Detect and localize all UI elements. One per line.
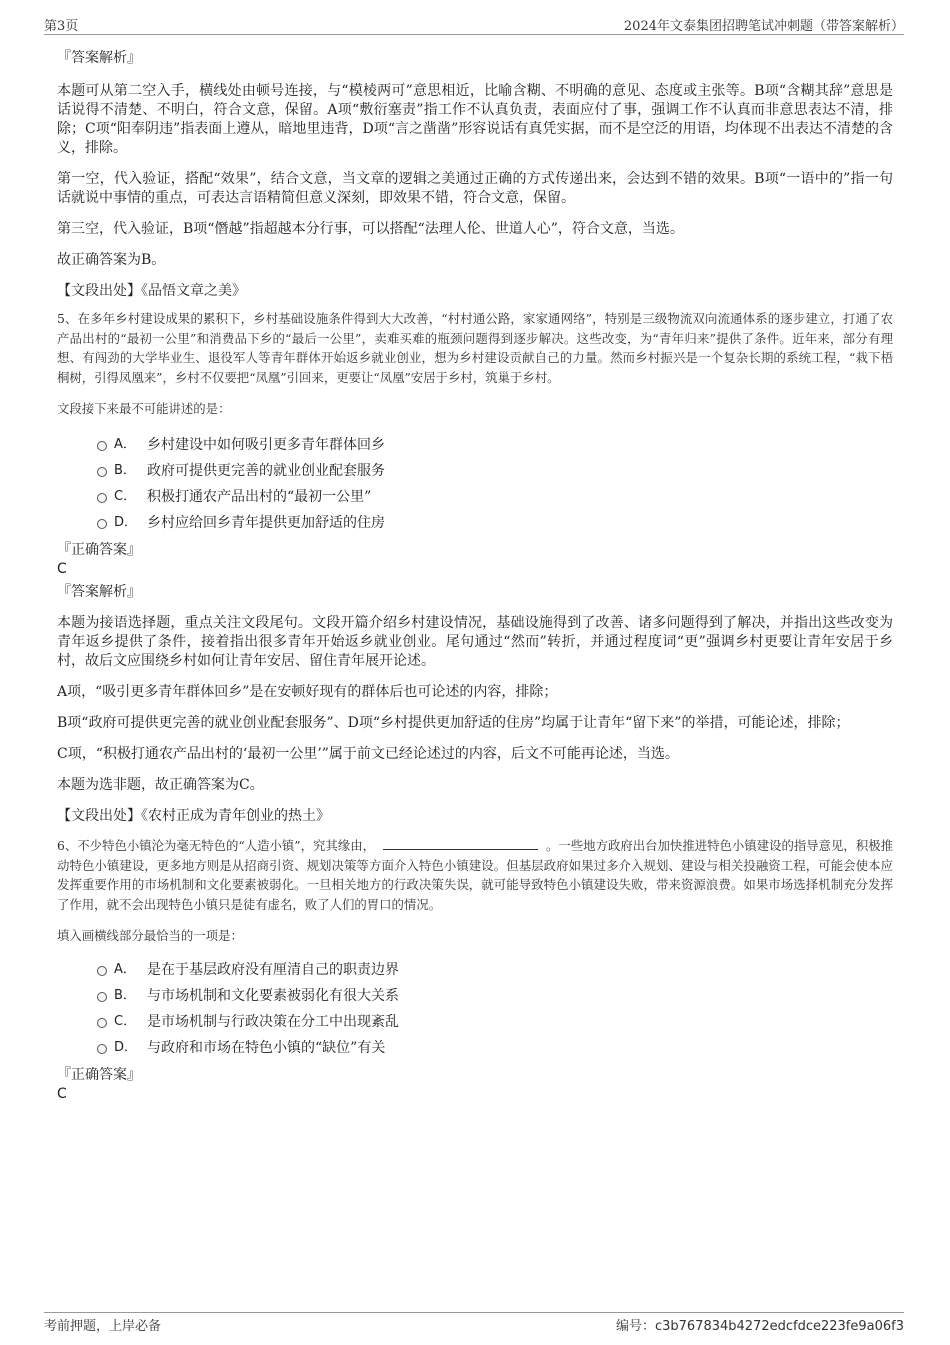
radio-icon[interactable] [97,992,107,1002]
fill-blank [383,837,538,850]
correct-answer: C [57,1086,67,1102]
radio-icon[interactable] [97,441,107,451]
document-code: 编号：c3b767834b4272edcfdce223fe9a06f3 [615,1319,904,1334]
option-c[interactable]: C． 是市场机制与行政决策在分工中出现紊乱 [57,1009,893,1035]
page-header [44,12,904,35]
analysis-paragraph: A项，“吸引更多青年群体回乡”是在安顿好现有的群体后也可论述的内容，排除； [57,684,558,700]
analysis-paragraph: C项，“积极打通农产品出村的‘最初一公里’”属于前文已经论述过的内容，后文不可能再论述，当选。 [57,746,679,762]
analysis-paragraph: 本题可从第二空入手，横线处由顿号连接，与“模棱两可”意思相近，比喻含糊、不明确的意见、态度或主张等。B项“含糊其辞”意思是话说得不清楚、不明白，符合文意，保留。A项“敷衍塞责”指工作不认真负责，表面应付了事，强调工作不认真而非意思表达不清，排除；C项“阳奉阴违”指表面上遵从，暗地里违背，D项“言之凿凿”形容说话有真凭实据，而不是空泛的用语，均体现不出表达不清楚的含义，排除。 [57,83,893,156]
option-b[interactable]: B． 与市场机制和文化要素被弱化有很大关系 [57,983,893,1009]
analysis-paragraph: 第一空，代入验证，搭配“效果”，结合文意，当文章的逻辑之美通过正确的方式传递出来，会达到不错的效果。B项“一语中的”指一句话就说中事情的重点，可表达言语精简但意义深刻，即效果不错，符合文意，保留。 [57,171,893,206]
option-a[interactable]: A． 是在于基层政府没有厘清自己的职责边界 [57,957,893,983]
question-prompt: 填入画横线部分最恰当的一项是： [57,928,243,943]
options-list [57,957,893,1061]
question-prompt: 文段接下来最不可能讲述的是： [57,401,231,416]
source-citation: 【文段出处】《农村正成为青年创业的热土》 [57,808,330,824]
footer-slogan: 考前押题，上岸必备 [44,1319,162,1334]
option-a[interactable]: A． 乡村建设中如何吸引更多青年群体回乡 [57,432,893,458]
analysis-paragraph: B项“政府可提供更完善的就业创业配套服务”、D项“乡村提供更加舒适的住房”均属于让青年“留下来”的举措，可能论述，排除； [57,715,850,731]
page-number: 第3页 [44,19,79,34]
question-stem: 6、不少特色小镇沦为毫无特色的“人造小镇”，究其缘由， 。一些地方政府出台加快推进特色小镇建设的指导意见，积极推动特色小镇建设，更多地方则是从招商引资、规划决策等方面介入特色小镇建设。但基层政府如果过多介入规划、建设与相关投融资工程，可能会使本应发挥重要作用的市场机制和文化要素被弱化。一旦相关地方的行政决策失误，就可能导致特色小镇建设失败，带来资源浪费。如果市场选择机制充分发挥了作用，就不会出现特色小镇只是徒有虚名，败了人们的胃口的情况。 [57,838,894,912]
options-list [57,432,893,536]
radio-icon[interactable] [97,966,107,976]
correct-answer: C [57,561,67,577]
question-stem: 5、在多年乡村建设成果的累积下，乡村基础设施条件得到大大改善，“村村通公路，家家通网络”，特别是三级物流双向流通体系的逐步建立，打通了农产品出村的“最初一公里”和消费品下乡的“最后一公里”，卖难买难的瓶颈问题得到逐步解决。这些改变，为“青年归来”提供了条件。近年来，部分有理想、有闯劲的大学毕业生、退役军人等青年群体开始返乡就业创业，想为乡村建设贡献自己的力量。然而乡村振兴是一个复杂长期的系统工程，“栽下梧桐树，引得凤凰来”，乡村不仅要把“凤凰”引回来，更要让“凤凰”安居于乡村，筑巢于乡村。 [57,311,893,385]
analysis-conclusion: 本题为选非题，故正确答案为C。 [57,777,264,793]
analysis-paragraph: 本题为接语选择题，重点关注文段尾句。文段开篇介绍乡村建设情况，基础设施得到了改善、诸多问题得到了解决，并指出这些改变为青年返乡提供了条件，接着指出很多青年开始返乡就业创业。尾句通过“然而”转折，并通过程度词“更”强调乡村更要让青年安居于乡村，故后文应围绕乡村如何让青年安居、留住青年展开论述。 [57,615,893,669]
option-b[interactable]: B． 政府可提供更完善的就业创业配套服务 [57,458,893,484]
radio-icon[interactable] [97,493,107,503]
option-d[interactable]: D． 乡村应给回乡青年提供更加舒适的住房 [57,510,893,536]
answer-label: 『正确答案』 [57,542,141,558]
radio-icon[interactable] [97,519,107,529]
option-d[interactable]: D． 与政府和市场在特色小镇的“缺位”有关 [57,1035,893,1061]
radio-icon[interactable] [97,467,107,477]
analysis-label: 『答案解析』 [57,584,141,600]
analysis-label: 『答案解析』 [57,50,141,66]
option-c[interactable]: C． 积极打通农产品出村的“最初一公里” [57,484,893,510]
page-content [57,46,893,1103]
answer-label: 『正确答案』 [57,1067,141,1083]
analysis-paragraph: 第三空，代入验证，B项“僭越”指超越本分行事，可以搭配“法理人伦、世道人心”，符合文意，当选。 [57,221,684,237]
radio-icon[interactable] [97,1044,107,1054]
page-footer [44,1312,904,1334]
source-citation: 【文段出处】《品悟文章之美》 [57,283,246,299]
document-title: 2024年文泰集团招聘笔试冲刺题（带答案解析） [623,19,904,34]
analysis-conclusion: 故正确答案为B。 [57,252,166,268]
radio-icon[interactable] [97,1018,107,1028]
